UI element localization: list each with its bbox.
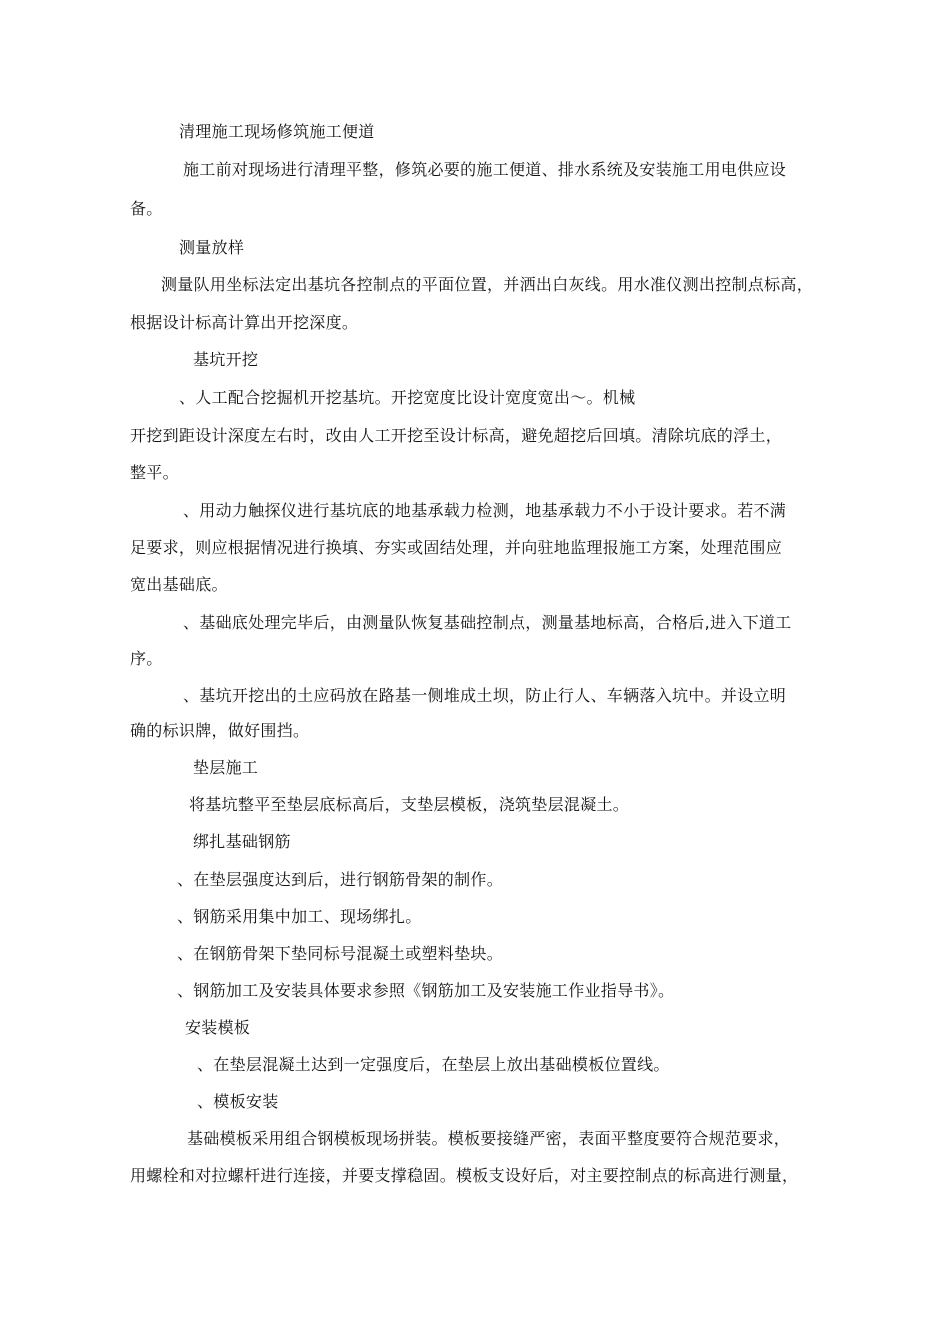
heading-pit-excavation: 基坑开挖 <box>193 350 259 369</box>
paragraph-line: 、钢筋加工及安装具体要求参照《钢筋加工及安装施工作业指导书》。 <box>177 981 675 1000</box>
paragraph-line: 整平。 <box>130 463 179 482</box>
paragraph-line: 宽出基础底。 <box>130 575 228 594</box>
paragraph-line: 测量队用坐标法定出基坑各控制点的平面位置，并洒出白灰线。用水准仪测出控制点标高， <box>161 275 814 294</box>
paragraph-line: 、人工配合挖掘机开挖基坑。开挖宽度比设计宽度宽出～。机械 <box>179 388 636 407</box>
paragraph-line: 开挖到距设计深度左右时，改由人工开挖至设计标高，避免超挖后回填。清除坑底的浮土， <box>130 426 783 445</box>
paragraph-line: 、用动力触探仪进行基坑底的地基承载力检测，地基承载力不小于设计要求。若不满 <box>183 501 787 520</box>
paragraph-line: 、在垫层混凝土达到一定强度后，在垫层上放出基础模板位置线。 <box>197 1055 670 1074</box>
heading-formwork-install: 安装模板 <box>185 1018 251 1037</box>
paragraph-line: 、钢筋采用集中加工、现场绑扎。 <box>177 907 422 926</box>
paragraph-line: 施工前对现场进行清理平整，修筑必要的施工便道、排水系统及安装施工用电供应设 <box>183 160 787 179</box>
paragraph-line: 确的标识牌，做好围挡。 <box>130 721 310 740</box>
heading-rebar-binding: 绑扎基础钢筋 <box>193 832 291 851</box>
paragraph-line: 、在垫层强度达到后，进行钢筋骨架的制作。 <box>177 870 504 889</box>
heading-survey-setout: 测量放样 <box>179 238 245 257</box>
paragraph-line: 序。 <box>130 649 163 668</box>
heading-site-clearing: 清理施工现场修筑施工便道 <box>179 122 375 141</box>
paragraph-line: 、模板安装 <box>197 1092 279 1111</box>
paragraph-line: 备。 <box>130 199 163 218</box>
paragraph-line: 将基坑整平至垫层底标高后，支垫层模板，浇筑垫层混凝土。 <box>189 795 630 814</box>
heading-cushion-layer: 垫层施工 <box>193 758 259 777</box>
paragraph-line: 用螺栓和对拉螺杆进行连接，并要支撑稳固。模板支设好后，对主要控制点的标高进行测量， <box>130 1166 799 1185</box>
paragraph-line: 足要求，则应根据情况进行换填、夯实或固结处理，并向驻地监理报施工方案，处理范围应 <box>130 538 783 557</box>
paragraph-line: 、基础底处理完毕后，由测量队恢复基础控制点，测量基地标高，合格后,进入下道工 <box>183 613 792 632</box>
paragraph-line: 、在钢筋骨架下垫同标号混凝土或塑料垫块。 <box>177 944 504 963</box>
paragraph-line: 根据设计标高计算出开挖深度。 <box>130 313 359 332</box>
paragraph-line: 基础模板采用组合钢模板现场拼装。模板要接缝严密，表面平整度要符合规范要求， <box>187 1129 791 1148</box>
paragraph-line: 、基坑开挖出的土应码放在路基一侧堆成土坝，防止行人、车辆落入坑中。并设立明 <box>183 686 787 705</box>
